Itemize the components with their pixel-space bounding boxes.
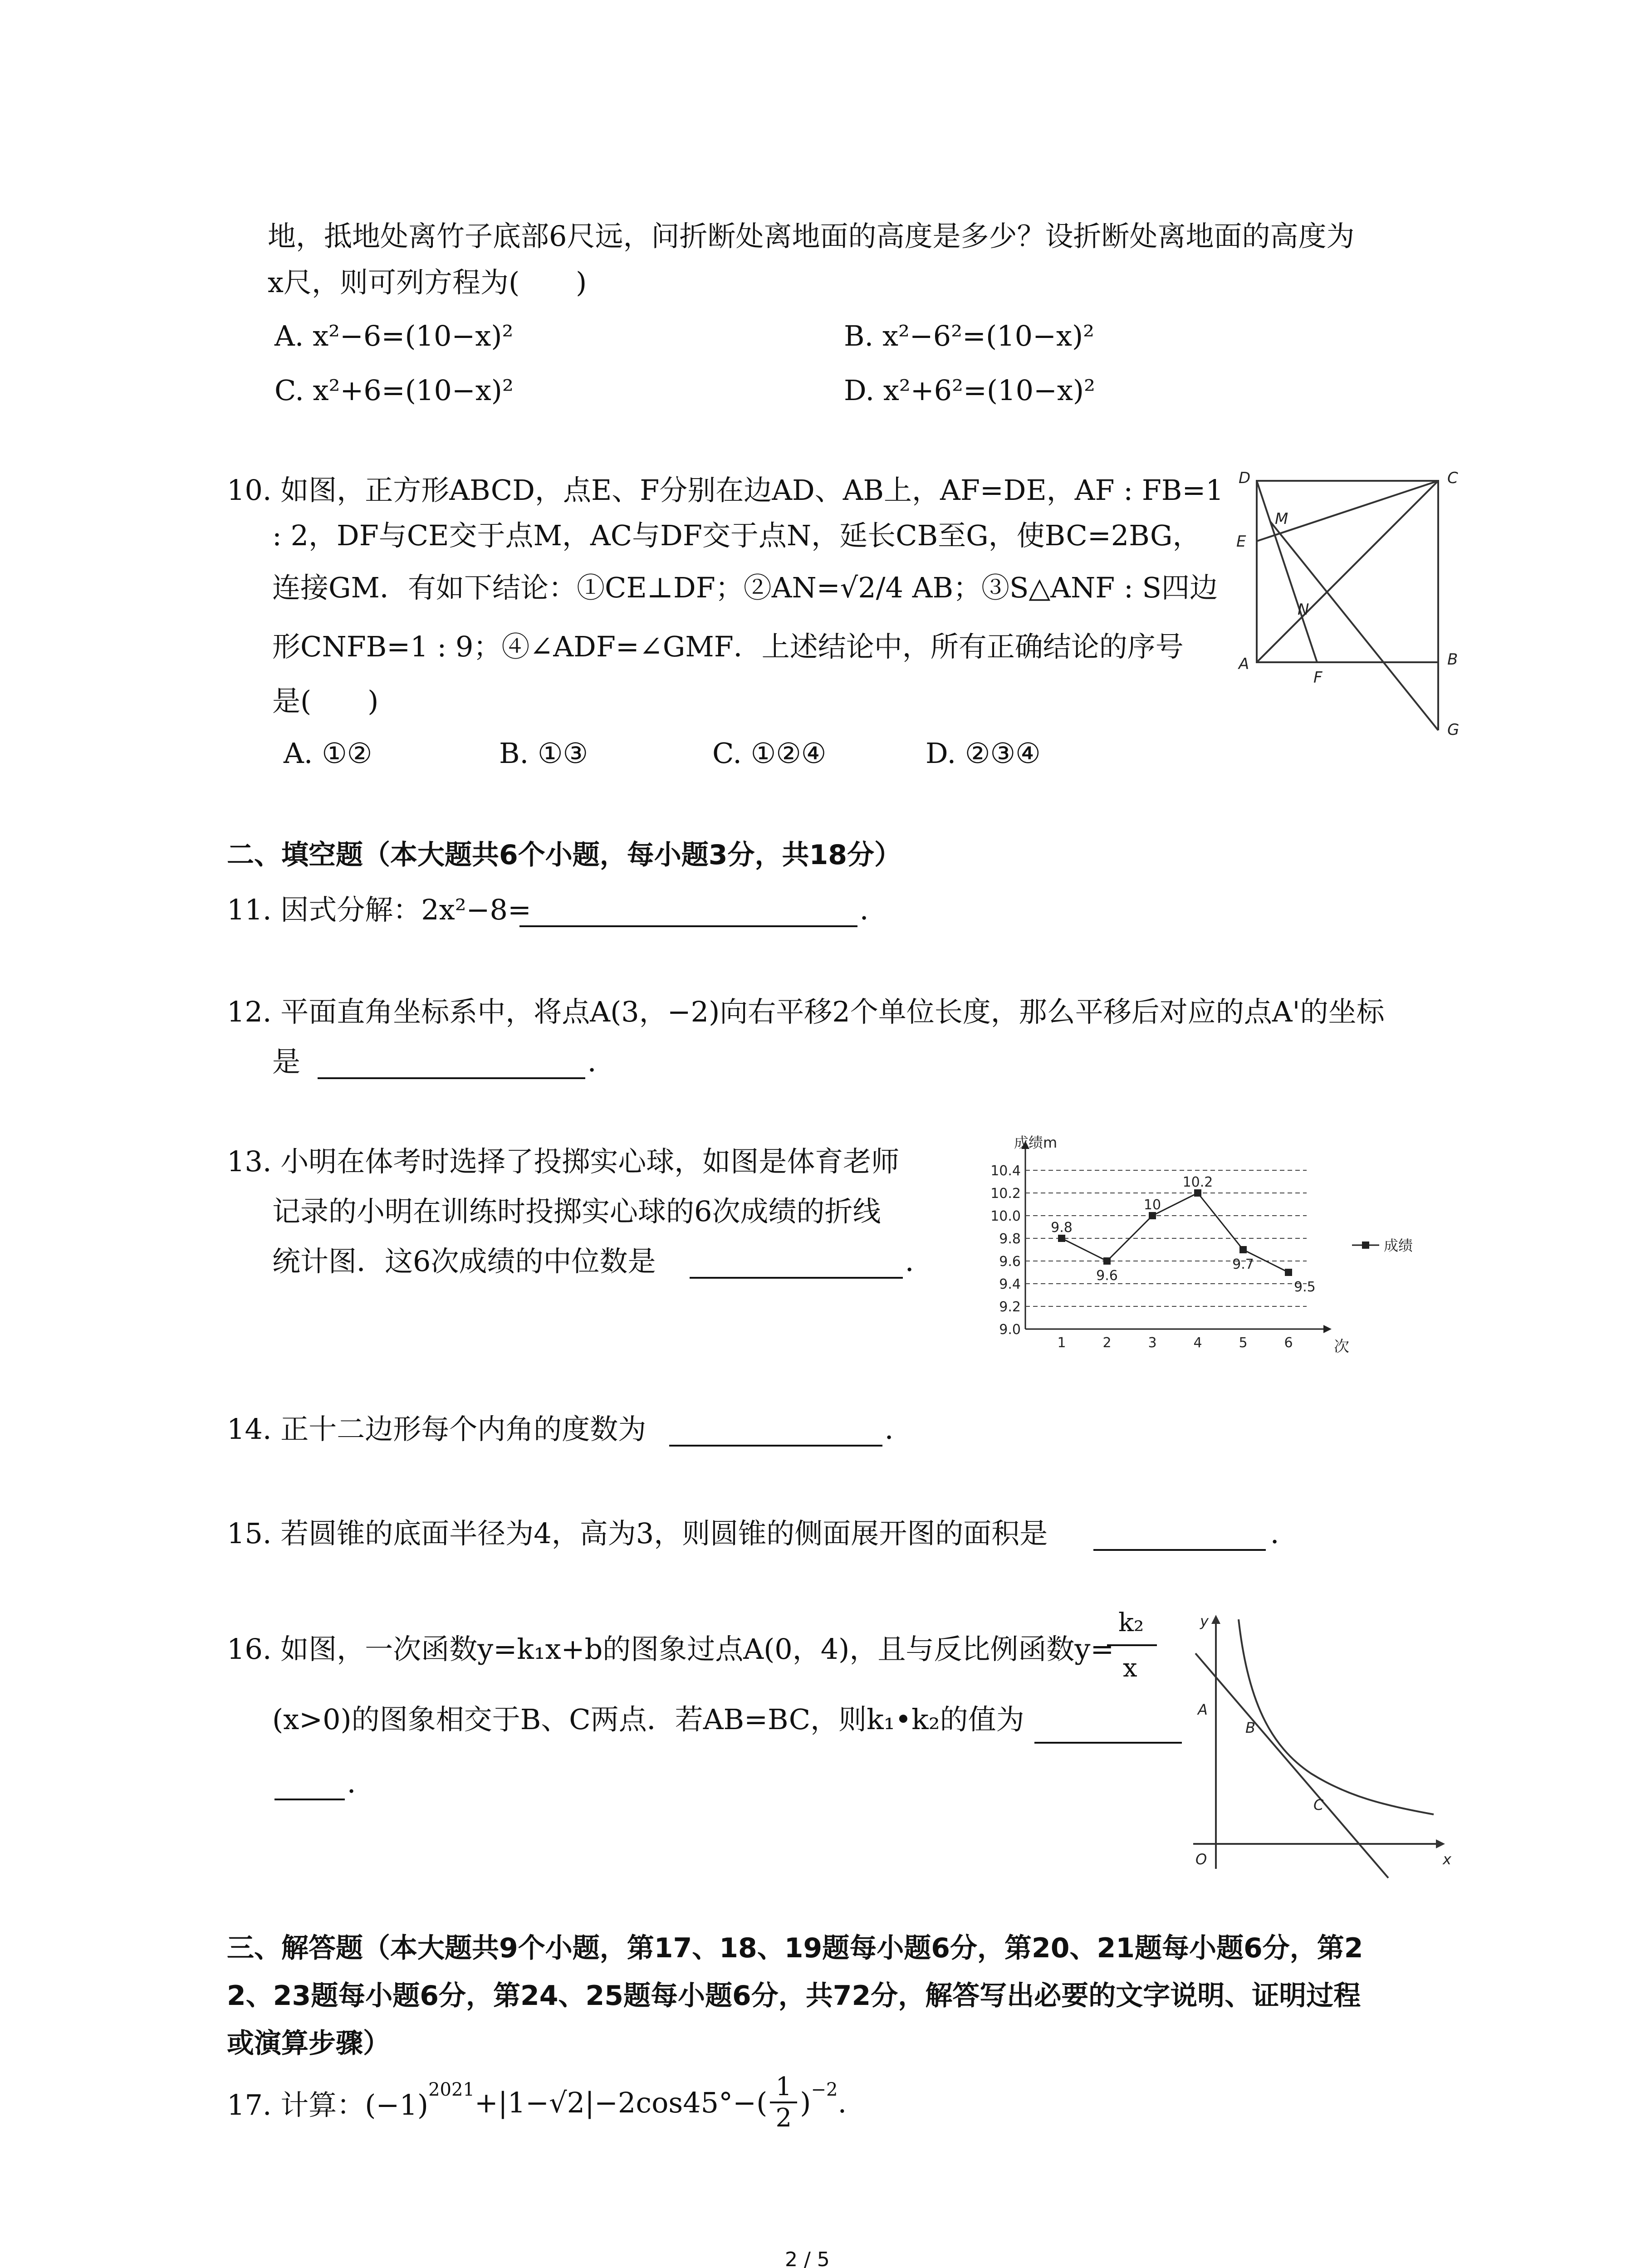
chart-y-tick-label: 9.8 <box>999 1231 1021 1247</box>
chart-y-tick-label: 10.4 <box>990 1163 1021 1179</box>
q9-option-c: C. x²+6=(10−x)² <box>274 374 514 407</box>
q10-square-figure <box>1225 463 1461 744</box>
q10-line2: : 2，DF与CE交于点M，AC与DF交于点N，延长CB至G，使BC=2BG， <box>272 519 1201 552</box>
q13-line1: 13. 小明在体考时选择了投掷实心球，如图是体育老师 <box>227 1145 900 1178</box>
section-3-line1: 三、解答题（本大题共9个小题，第17、18、19题每小题6分，第20、21题每小题6分，第2 <box>227 1932 1363 1964</box>
q10-line4: 形CNFB=1 : 9；④∠ADF=∠GMF．上述结论中，所有正确结论的序号 <box>272 630 1184 663</box>
chart-data-label: 9.8 <box>1051 1220 1073 1236</box>
q16-line1: 16. 如图，一次函数y=k₁x+b的图象过点A(0，4)，且与反比例函数y= <box>227 1633 1114 1666</box>
q9-line1: 地，抵地处离竹子底部6尺远，问折断处离地面的高度是多少？设折断处离地面的高度为 <box>268 220 1355 253</box>
label-b: B <box>1245 1719 1255 1736</box>
label-m: M <box>1275 510 1288 528</box>
chart-ylabel: 成绩m <box>1014 1134 1058 1151</box>
chart-x-tick-label: 1 <box>1057 1335 1066 1351</box>
chart-data-label: 10 <box>1143 1197 1161 1213</box>
label-g: G <box>1447 721 1460 739</box>
label-b: B <box>1447 650 1458 669</box>
chart-data-label: 10.2 <box>1182 1174 1213 1190</box>
chart-data-label: 9.6 <box>1096 1268 1118 1284</box>
reciprocal-curve <box>1239 1619 1434 1814</box>
q10-line3: 连接GM．有如下结论：①CE⊥DF；②AN=√2/4 AB；③S△ANF : S四边 <box>272 571 1218 604</box>
q17-exp: 2021 <box>428 2079 475 2100</box>
chart-x-tick-label: 3 <box>1148 1335 1157 1351</box>
q13-answer-blank <box>690 1277 903 1279</box>
q17-post: ) <box>800 2086 811 2119</box>
q16-coordinate-figure <box>1175 1610 1456 1882</box>
page-number: 2 / 5 <box>785 2248 830 2268</box>
chart-grid <box>990 1163 1307 1351</box>
q14-answer-blank <box>669 1445 882 1447</box>
q13-line3: 统计图．这6次成绩的中位数是 <box>272 1245 656 1278</box>
segment-df <box>1257 481 1317 662</box>
q11-text: 11. 因式分解：2x²−8= <box>227 893 531 926</box>
label-e: E <box>1236 533 1246 551</box>
q13-line2: 记录的小明在训练时投掷实心球的6次成绩的折线 <box>272 1195 881 1228</box>
q10-line1: 10. 如图，正方形ABCD，点E、F分别在边AD、AB上，AF=DE，AF : FB=1 <box>227 474 1224 507</box>
q9-option-a: A. x²−6=(10−x)² <box>274 319 514 352</box>
q11-end: ． <box>860 893 888 926</box>
chart-point <box>1103 1257 1111 1265</box>
q9-option-d: D. x²+6²=(10−x)² <box>844 374 1095 407</box>
chart-x-tick-label: 4 <box>1193 1335 1202 1351</box>
q17-frac-num: 1 <box>775 2072 792 2102</box>
chart-point <box>1194 1189 1201 1197</box>
q13-end: ． <box>905 1245 934 1278</box>
q17-pre: 17. 计算：(−1) <box>227 2088 429 2121</box>
label-n: N <box>1298 601 1309 619</box>
label-y: y <box>1200 1613 1209 1630</box>
legend-marker <box>1362 1242 1369 1249</box>
chart-y-tick-label: 10.0 <box>990 1208 1021 1224</box>
label-c: C <box>1447 469 1458 487</box>
chart-y-tick-label: 9.2 <box>999 1299 1021 1315</box>
chart-x-tick-label: 6 <box>1284 1335 1293 1351</box>
q17-fraction <box>770 2072 797 2133</box>
q10-option-d: D. ②③④ <box>926 737 1041 770</box>
q10-option-b: B. ①③ <box>499 737 588 770</box>
section-3-line3: 或演算步骤） <box>227 2028 390 2059</box>
label-c: C <box>1313 1796 1324 1813</box>
q16-answer-blank-1 <box>1034 1742 1182 1744</box>
section-3-line2: 2、23题每小题6分，第24、25题每小题6分，共72分，解答写出必要的文字说明、证明过程 <box>227 1980 1361 2012</box>
chart-data-label: 9.5 <box>1294 1279 1316 1295</box>
q16-answer-blank-2 <box>274 1799 345 1800</box>
chart-series <box>1051 1174 1316 1295</box>
label-f: F <box>1313 669 1323 687</box>
diagonal-ac <box>1257 481 1438 662</box>
q16-frac-num: k₂ <box>1118 1608 1144 1637</box>
q17-post-exp: −2 <box>811 2079 838 2100</box>
q12-line2: 是 <box>272 1045 301 1078</box>
label-d: D <box>1239 469 1251 487</box>
chart-x-tick-label: 2 <box>1102 1335 1112 1351</box>
label-o: O <box>1195 1851 1207 1868</box>
legend-label: 成绩 <box>1384 1237 1413 1254</box>
q15-text: 15. 若圆锥的底面半径为4，高为3，则圆锥的侧面展开图的面积是 <box>227 1517 1048 1550</box>
q14-text: 14. 正十二边形每个内角的度数为 <box>227 1413 647 1446</box>
q16-end: ． <box>347 1766 376 1799</box>
q10-line5: 是( ) <box>272 684 379 718</box>
chart-axes <box>1021 1141 1332 1333</box>
q12-answer-blank <box>318 1077 585 1079</box>
x-axis-arrow <box>1436 1839 1445 1848</box>
q12-end: ． <box>588 1045 616 1078</box>
chart-xlabel: 次 <box>1334 1338 1349 1356</box>
q9-line2: x尺，则可列方程为( ) <box>268 266 587 299</box>
q10-option-c: C. ①②④ <box>712 737 827 770</box>
chart-y-tick-label: 9.0 <box>999 1322 1021 1338</box>
label-a: A <box>1239 655 1249 673</box>
chart-point <box>1285 1269 1292 1276</box>
q15-answer-blank <box>1093 1549 1266 1551</box>
chart-x-axis-arrow <box>1323 1325 1332 1333</box>
q16-frac-den: x <box>1123 1653 1137 1683</box>
q16-frac-bar <box>1107 1644 1157 1646</box>
y-axis-arrow <box>1211 1615 1220 1624</box>
segment-gm <box>1270 522 1438 730</box>
q17-frac-den: 2 <box>775 2103 792 2133</box>
q17-end: . <box>838 2086 847 2119</box>
q17-mid: +|1−√2|−2cos45°−( <box>474 2086 768 2119</box>
chart-y-tick-label: 9.4 <box>999 1276 1021 1292</box>
q16-line2: (x>0)的图象相交于B、C两点．若AB=BC，则k₁•k₂的值为 <box>272 1703 1024 1736</box>
chart-series-line <box>1062 1193 1288 1272</box>
section-2-heading: 二、填空题（本大题共6个小题，每小题3分，共18分） <box>227 839 901 871</box>
q9-option-b: B. x²−6²=(10−x)² <box>844 319 1095 352</box>
q13-line-chart <box>962 1134 1488 1370</box>
chart-x-tick-label: 5 <box>1239 1335 1248 1351</box>
label-x: x <box>1443 1851 1451 1868</box>
chart-point <box>1149 1212 1156 1219</box>
q17-expression <box>227 2068 847 2136</box>
chart-y-tick-label: 10.2 <box>990 1186 1021 1202</box>
q12-line1: 12. 平面直角坐标系中，将点A(3，−2)向右平移2个单位长度，那么平移后对应的点A'的坐标 <box>227 995 1385 1028</box>
q10-option-a: A. ①② <box>284 737 372 770</box>
q15-end: ． <box>1270 1517 1299 1550</box>
chart-point <box>1058 1235 1065 1242</box>
chart-y-tick-label: 9.6 <box>999 1254 1021 1270</box>
label-a: A <box>1198 1701 1208 1718</box>
q14-end: ． <box>885 1413 913 1446</box>
chart-legend <box>1352 1237 1413 1254</box>
q11-answer-blank <box>519 925 857 927</box>
chart-point <box>1239 1246 1247 1253</box>
chart-data-label: 9.7 <box>1232 1256 1254 1272</box>
